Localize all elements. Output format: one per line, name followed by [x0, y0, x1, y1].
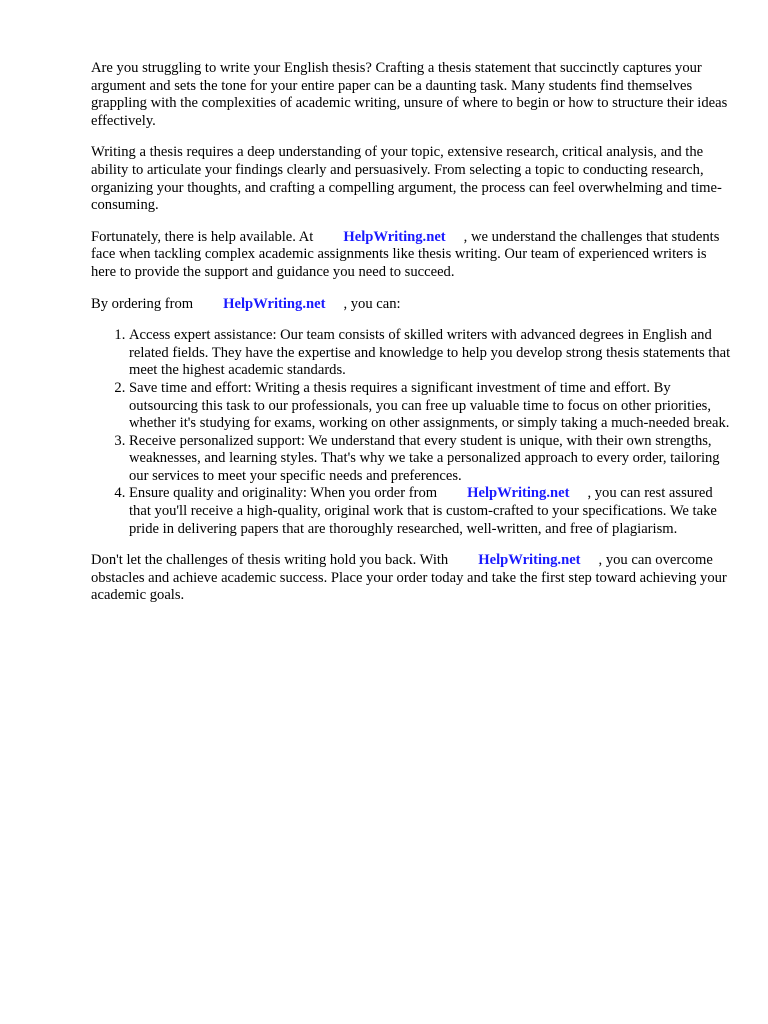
list-item-rest: , you can rest assured that you'll receive a high-quality, original work that is custom-crafted to your specifications. We take pride in delivering papers that are thoroughly researched, well-written, and free of plagiarism.: [129, 485, 717, 537]
list-item-lead: Ensure quality and originality: When you order from: [129, 485, 438, 502]
list-item: [129, 485, 731, 538]
helpwriting-link[interactable]: HelpWriting.net: [478, 552, 581, 569]
ordering-paragraph-rest: , you can:: [343, 295, 401, 312]
helpwriting-link[interactable]: HelpWriting.net: [343, 228, 446, 245]
helpwriting-link[interactable]: HelpWriting.net: [223, 295, 326, 312]
ordering-paragraph-lead: By ordering from: [91, 295, 194, 312]
closing-paragraph-rest: , you can overcome obstacles and achieve academic success. Place your order today and take the first step toward achieving your academic goals.: [91, 552, 727, 604]
help-paragraph-lead: Fortunately, there is help available. At: [91, 228, 314, 245]
list-item: 1. Access expert assistance: Our team consists of skilled writers with advanced degrees in English and related fields. They have the expertise and knowledge to help you develop strong thesis statements that meet the highest academic standards.: [129, 327, 731, 380]
closing-paragraph: [91, 552, 731, 605]
ordering-paragraph: [91, 296, 731, 314]
research-paragraph: Writing a thesis requires a deep understanding of your topic, extensive research, critical analysis, and the ability to articulate your findings clearly and persuasively. From selecting a topic to conducting research, organizing your thoughts, and crafting a compelling argument, the process can feel overwhelming and time-consuming.: [91, 144, 722, 214]
intro-paragraph: Are you struggling to write your English thesis? Crafting a thesis statement that succinctly captures your argument and sets the tone for your entire paper can be a daunting task. Many students find themselves grappling with the complexities of academic writing, unsure of where to begin or how to structure their ideas effectively.: [91, 60, 728, 129]
helpwriting-link[interactable]: HelpWriting.net: [467, 485, 570, 502]
closing-paragraph-lead: Don't let the challenges of thesis writing hold you back. With: [91, 552, 449, 569]
help-paragraph: [91, 229, 731, 282]
list-item: 2. Save time and effort: Writing a thesis requires a significant investment of time and effort. By outsourcing this task to our professionals, you can free up valuable time to focus on other priorities, whether it's studying for exams, working on other assignments, or simply taking a much-needed break.: [129, 380, 731, 433]
document-page: [91, 60, 731, 619]
list-item: 3. Receive personalized support: We understand that every student is unique, with their own strengths, weaknesses, and learning styles. That's why we take a personalized approach to every order, tailoring our services to meet your specific needs and preferences.: [129, 433, 731, 486]
help-paragraph-rest: , we understand the challenges that students face when tackling complex academic assignments like thesis writing. Our team of experienced writers is here to provide the support and guidance you need to succeed.: [91, 228, 720, 280]
benefits-list: [91, 327, 731, 538]
